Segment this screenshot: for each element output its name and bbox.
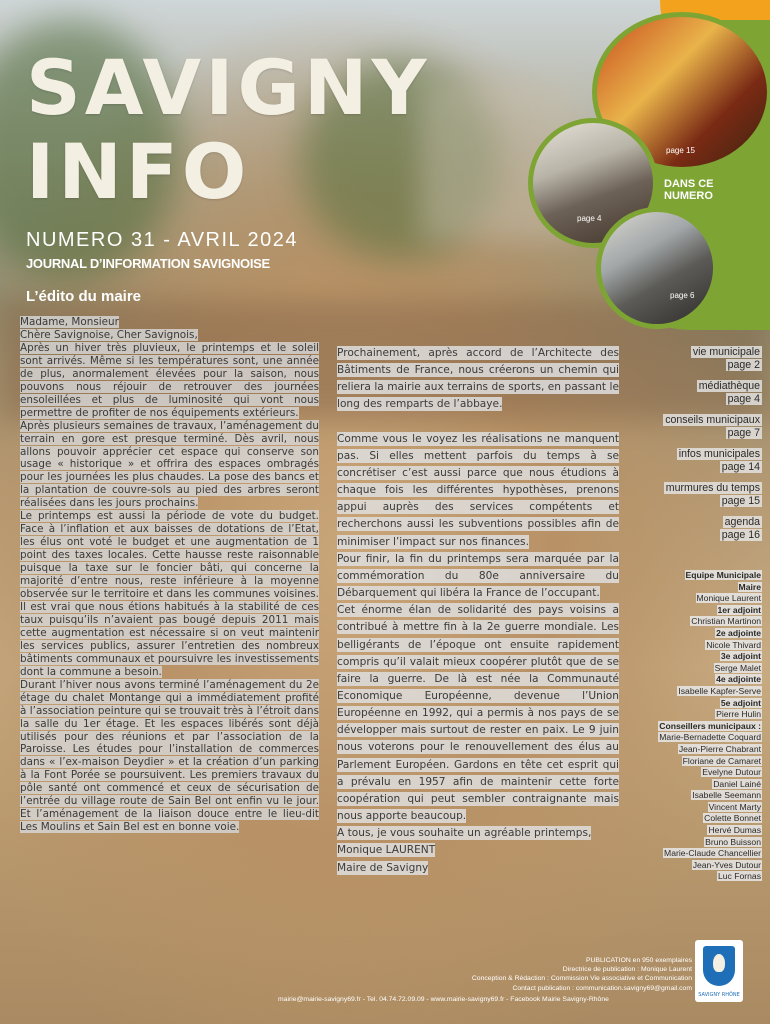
team-role: 2e adjointe — [716, 627, 761, 638]
photo-page-tag: page 6 — [670, 291, 695, 300]
edito-paragraph: Pour finir, la fin du printemps sera marquée par la commémoration du 80e anniversaire du Débarquement qui libéra la France de l’occupant. — [337, 552, 619, 600]
dans-ce-line2: NUMERO — [664, 190, 713, 202]
edito-paragraph: Chère Savignoise, Cher Savignois, — [20, 328, 198, 341]
team-member: Nicole Thivard — [706, 639, 761, 650]
team-member: Daniel Lainé — [713, 778, 761, 789]
mast-title-line2: INFO — [26, 127, 251, 216]
mast-title-line1: SAVIGNY — [26, 43, 431, 132]
edito-left-column — [20, 316, 319, 834]
journal-subtitle: JOURNAL D’INFORMATION SAVIGNOISE — [26, 256, 270, 271]
team-role: 5e adjoint — [720, 697, 761, 708]
team-member: Serge Malet — [714, 662, 761, 673]
photo-page-tag: page 4 — [577, 214, 602, 223]
toc-item[interactable]: murmures du temps page 15 — [665, 482, 760, 507]
team-role: Maire — [738, 581, 761, 592]
municipal-team-list — [612, 570, 762, 883]
edito-title: L’édito du maire — [26, 288, 142, 305]
team-member: Luc Fornas — [718, 871, 761, 882]
team-role: Conseillers municipaux : — [659, 720, 761, 731]
team-member: Pierre Hulin — [716, 709, 761, 720]
team-member: Christian Martinon — [691, 616, 761, 627]
edito-signature-name: Monique LAURENT — [337, 844, 436, 857]
toc-item[interactable]: médiathèque page 4 — [698, 380, 760, 405]
paragraph-gap — [337, 414, 619, 431]
edito-signature-title: Maire de Savigny — [337, 861, 429, 874]
edito-middle-column — [337, 345, 619, 877]
team-member: Marie-Bernadette Coquard — [659, 732, 761, 743]
photo-page-tag: page 15 — [666, 146, 695, 155]
credits-line: Conception & Rédaction : Commission Vie associative et Communication — [471, 975, 692, 983]
toc-item[interactable]: vie municipale page 2 — [692, 346, 760, 371]
issue-number: NUMERO 31 - AVRIL 2024 — [26, 229, 298, 251]
team-member: Bruno Buisson — [705, 836, 761, 847]
photo-library — [596, 207, 718, 329]
toc-item[interactable]: conseils municipaux page 7 — [665, 414, 760, 439]
dans-ce-line1: DANS CE — [664, 178, 714, 190]
edito-paragraph: Cet énorme élan de solidarité des pays voisins a contribué à mettre fin à la 2e guerre mondiale. Les belligérants de l’époque ont ensuite rapidement compris qu’il valait mieux coopérer plutôt que de se faire la guerre. De là est née la Communauté Economique Européenne, devenue l’Union Européenne en 1992, qui a permis à nos pays de se développer mais surtout de rester en paix. Le 9 juin nous voterons pour le renouvellement des élus au Parlement Européen. Gardons en tête cet esprit qui a prévalu en 1957 afin de maintenir cette forte coopération qui peut sembler contraignante mais nous apporte beaucoup. — [337, 604, 619, 823]
team-member: Isabelle Kapfer-Serve — [678, 685, 761, 696]
edito-paragraph: Madame, Monsieur — [20, 316, 119, 328]
team-member: Hervé Dumas — [708, 825, 761, 836]
team-role: 3e adjoint — [720, 651, 761, 662]
team-member: Monique Laurent — [696, 593, 761, 604]
logo-text: SAVIGNY RHÔNE — [698, 992, 740, 998]
team-member: Marie-Claude Chancellier — [664, 848, 761, 859]
team-member: Vincent Marty — [708, 801, 761, 812]
edito-paragraph: Comme vous le voyez les réalisations ne manquent pas. Si elles mettent parfois du temps à se concrétiser c’est aussi parce que nous étudions à chaque fois les différentes hypothèses, prenons appui auprès des services compétents et recherchons aussi les subventions possibles afin de minimiser l’impact sur nos finances. — [337, 432, 619, 548]
footer-contact: mairie@mairie-savigny69.fr - Tel. 04.74.72.09.09 - www.mairie-savigny69.fr - Facebook Mairie Savigny-Rhône — [278, 996, 609, 1003]
credits-line: Contact publication : communication.savigny69@gmail.com — [512, 984, 692, 992]
edito-paragraph: Prochainement, après accord de l’Architecte des Bâtiments de France, nous créerons un chemin qui reliera la mairie aux terrains de sports, en passant le long des remparts de l’abbaye. — [337, 347, 619, 411]
team-member: Colette Bonnet — [704, 813, 761, 824]
team-member: Jean-Yves Dutour — [692, 859, 761, 870]
bird-icon — [713, 954, 725, 972]
publication-credits — [472, 956, 692, 993]
edito-paragraph: Après un hiver très pluvieux, le printemps et le soleil sont arrivés. Même si les températures sont, une année de plus, anormalement élevées pour la saison, nous pouvons nous réjouir de retrouver des journées ensoleillées et plus de luminosité qui vont nous permettre de profiter de nos équipements extérieurs. — [20, 341, 319, 419]
team-member: Jean-Pierre Chabrant — [678, 743, 761, 754]
toc-item[interactable]: infos municipales page 14 — [678, 448, 760, 473]
edito-paragraph: Durant l’hiver nous avons terminé l’aménagement du 2e étage du chalet Montange qui a immédiatement profité à l’association peinture qui se trouvait très à l’étroit dans la salle du 1er étage. Et les espaces libérés sont déjà utilisés pour des réunions et par l’association de la Paroisse. Les études pour l’installation de commerces dans « l’ex-maison Deydier » et la création d’un parking à la Font Porée se poursuivent. Les premiers travaux du pôle santé ont commencé et ceux de sécurisation de l’entrée du village route de Sain Bel ont enfin vu le jour. Et l’aménagement de la liaison douce entre le lieu-dit Les Moulins et Sain Bel est en bonne voie. — [20, 678, 319, 834]
team-role: 4e adjointe — [716, 674, 761, 685]
team-member: Isabelle Seemann — [692, 790, 761, 801]
edito-paragraph: Après plusieurs semaines de travaux, l’aménagement du terrain en gore est presque terminé. Dès avril, nous allons pouvoir apprécier cet espace qui conserve son usage « historique » et offrira des espaces ombragés pour les journées les plus chaudes. La pose des bancs et la plantation de couvre-sols au pied des arbres seront réalisées dans les jours prochains. — [20, 419, 319, 510]
credits-line: PUBLICATION en 950 exemplaires — [585, 957, 692, 964]
toc-item[interactable]: agenda page 16 — [721, 516, 760, 541]
edito-paragraph: Le printemps est aussi la période de vote du budget. Face à l’inflation et aux baisses de dotations de l’Etat, les élus ont voté le budget et une augmentation de 1 point des taxes locales. Cette hausse reste raisonnable puisque la taxe sur le foncier bâti, qui concerne la majorité d’entre nous, reste inférieure à la moyenne observée sur le territoire et dans les communes voisines. Il est vrai que nous étions habitués à la stabilité de ces taux puisqu’ils n’avaient pas bougé depuis 2011 mais cette augmentation est nécessaire si on veut maintenir les services publics, assurer l’entretien des nombreux bâtiments communaux et poursuivre les investissements dont la commune a besoin. — [20, 510, 319, 678]
masthead — [26, 43, 431, 216]
credits-line: Directrice de publication : Monique Laurent — [562, 966, 692, 974]
team-role: 1er adjoint — [717, 604, 761, 615]
savigny-logo — [695, 940, 743, 1002]
team-member: Floriane de Camaret — [682, 755, 761, 766]
table-of-contents — [632, 346, 762, 550]
dans-ce-numero-label — [664, 178, 714, 202]
edito-paragraph: A tous, je vous souhaite un agréable printemps, — [337, 827, 592, 840]
team-member: Evelyne Dutour — [702, 767, 761, 778]
team-role: Equipe Municipale — [685, 570, 761, 580]
